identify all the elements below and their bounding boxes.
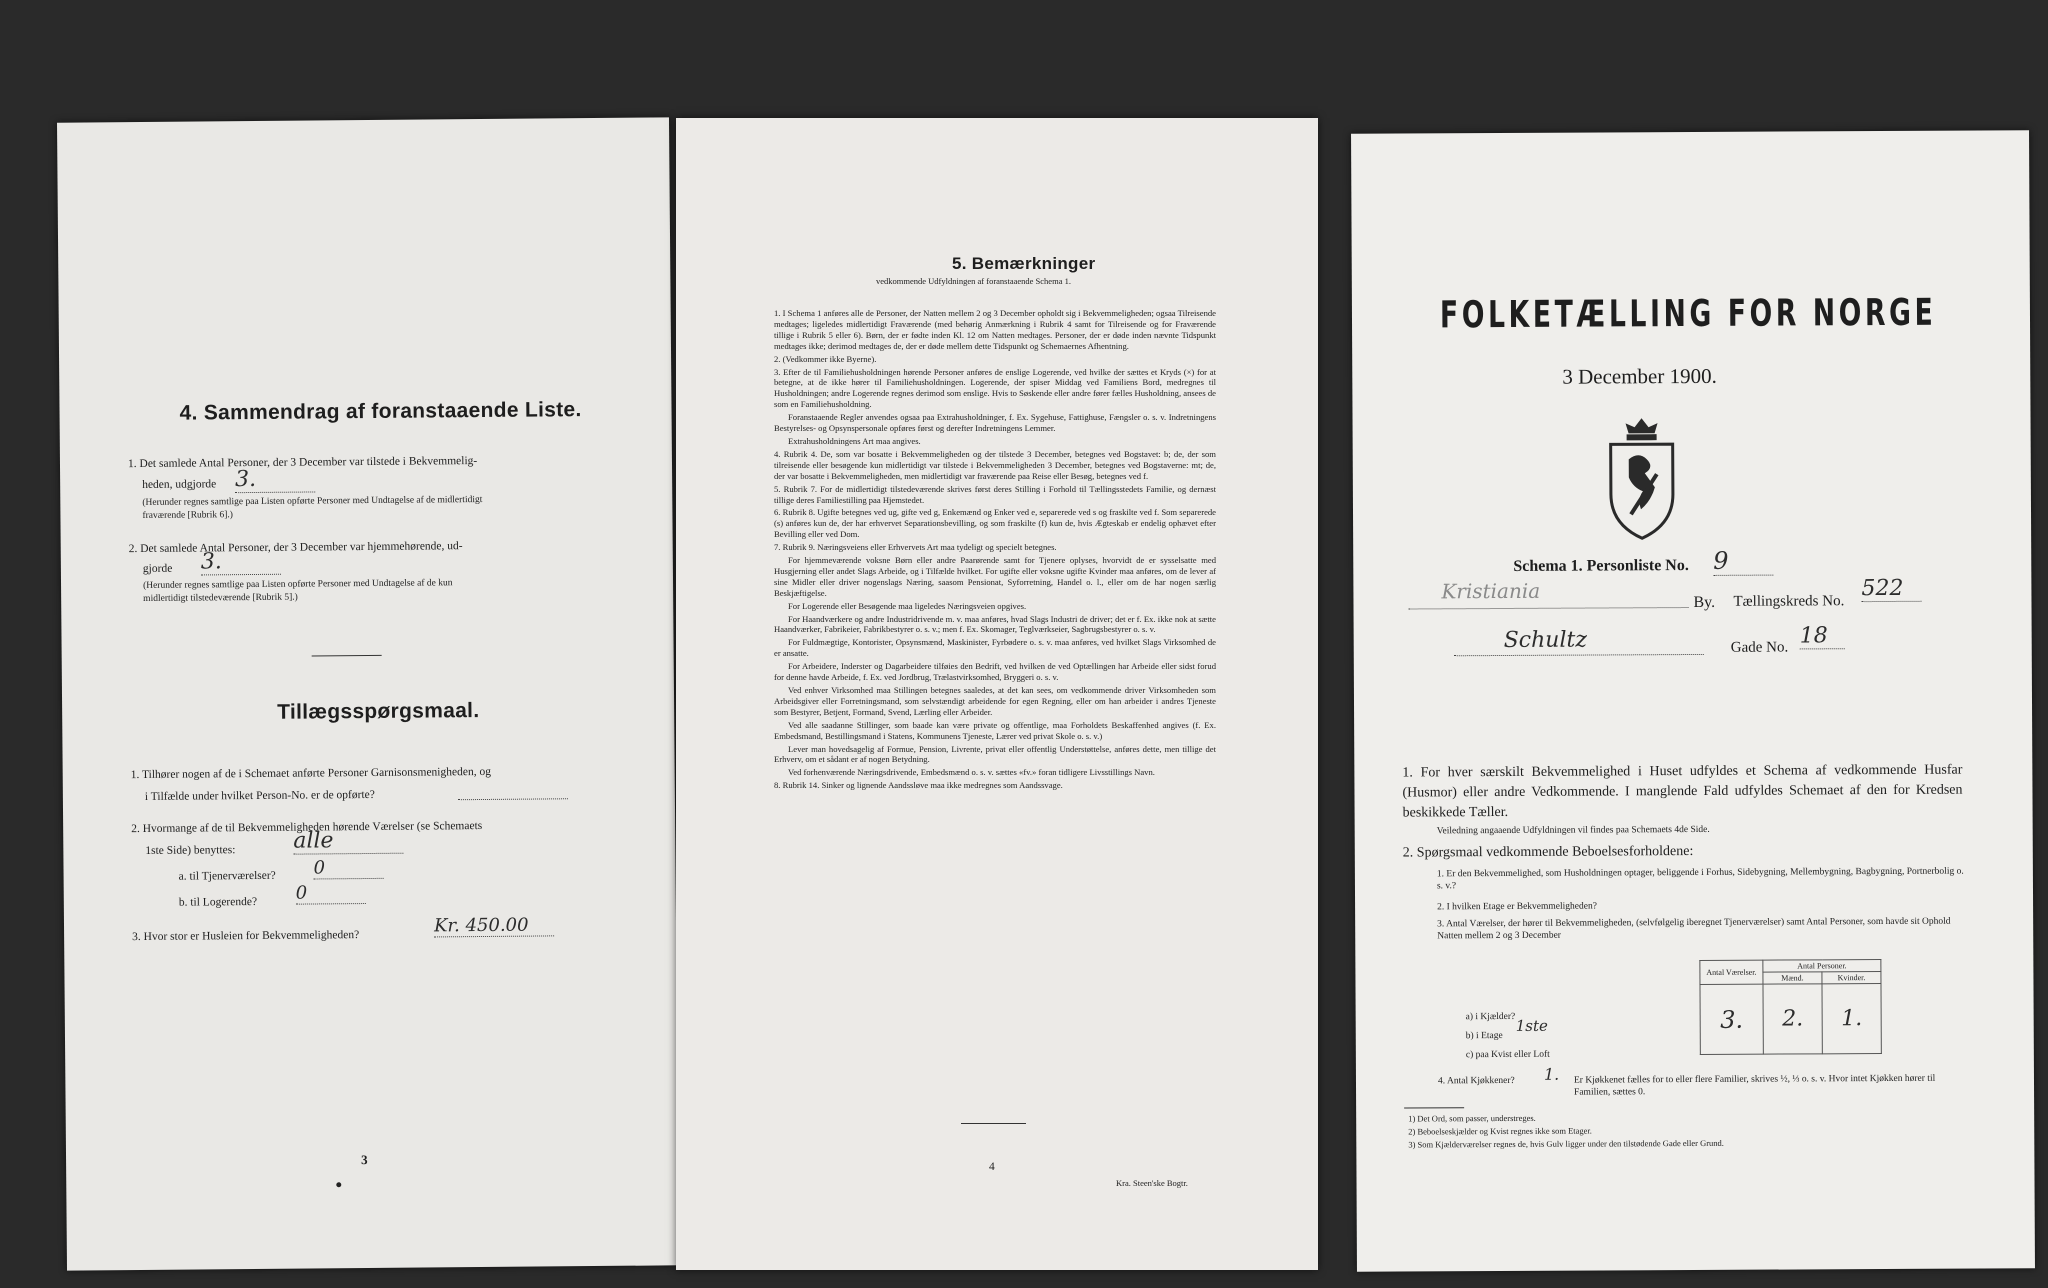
remark-paragraph: For Logerende eller Besøgende maa ligeledes Næringsveien opgives. xyxy=(788,600,1027,611)
page-number: 3 xyxy=(360,1152,368,1168)
q1-note-2: fraværende [Rubrik 6].) xyxy=(142,510,233,521)
q2-line2: gjorde xyxy=(142,562,173,575)
gate-label: Gade No. xyxy=(1730,639,1789,656)
instruction-2: 2. Spørgsmaal vedkommende Beboelsesforholdene: xyxy=(1402,844,1694,861)
district-number: 522 xyxy=(1861,576,1921,602)
s2a-label: a. til Tjenerværelser? xyxy=(178,869,276,883)
q2-line1: 2. Det samlede Antal Personer, der 3 December var hjemmehørende, ud- xyxy=(128,540,463,556)
remark-paragraph: For hjemmeværende voksne Børn eller andre Paarørende samt for Tjenere oplyses, hvorvidt de er sysselsatte med Husgjerning eller andet Slags Arbeide, og i Tilfælde hvilket. For ugifte eller voksne ugifte Kvinder maa anføres, om de lever af sine Midler eller driver nogenslags Næring, saasom Pensionat, Syforretning, Handel o. l., eller om de har nogen særlig Beskjæftigelse. xyxy=(774,555,1216,598)
footnote-divider xyxy=(1404,1107,1464,1108)
page-3 xyxy=(57,117,679,1270)
footnote-2: 2) Beboelseskjælder og Kvist regnes ikke som Etager. xyxy=(1408,1125,1592,1137)
remark-paragraph: Ved forhenværende Næringsdrivende, Embedsmænd o. s. v. sættes «fv.» foran tidligere Livsstillings Navn. xyxy=(788,767,1155,778)
remark-paragraph: 3. Efter de til Familiehusholdningen hørende Personer anføres de enslige Logerende, ved hvilke der sættes et Kryds (×) for at betegne, at de ikke hører til Familiehusholdningen. Logerende, der spiser Middag ved Familiens Bord, medregnes til Husholdningen; andre Logerende regnes derimod som enslige. Hvis to Søskende eller andre fører fælles Husholdning, ansees de som en Familiehusholdning. xyxy=(774,366,1216,410)
q1-note-1: (Herunder regnes samtlige paa Listen opførte Personer med Undtagelse af de midlertidigt xyxy=(142,494,483,508)
q2-answer: 3. xyxy=(201,549,281,576)
remarks-body xyxy=(774,308,1216,793)
kitchens-value: 1. xyxy=(1543,1064,1560,1084)
divider xyxy=(961,1123,1026,1124)
s2-answer: alle xyxy=(293,828,403,855)
footnote-1: 1) Det Ord, som passer, understreges. xyxy=(1408,1112,1536,1124)
col-persons: Antal Personer. xyxy=(1763,960,1881,973)
remark-paragraph: For Haandværkere og andre Industridrivende m. v. maa anføres, hvad Slags Industri de driver; det er f. Ex. ikke nok at sætte Haandværker, Fabrikeier, Fabrikbestyrer o. s. v.; men f. Ex. Skomager, Teglværkseier, Sagbrugsbestyrer o. s. v. xyxy=(774,613,1216,635)
remarks-heading: 5. Bemærkninger xyxy=(952,254,1096,273)
question-location: 1. Er den Bekvemmelighed, som Husholdningen optager, beliggende i Forhus, Sidebygning, Mellembygning, Bagbygning, Portnerbolig o. s. v.? xyxy=(1436,866,1964,892)
remark-paragraph: 7. Rubrik 9. Næringsveiens eller Erhvervets Art maa tydeligt og specielt betegnes. xyxy=(774,542,1057,553)
q1-line1: 1. Det samlede Antal Personer, der 3 December var tilstede i Bekvemmelig- xyxy=(127,455,478,471)
city-line xyxy=(1409,606,1689,609)
remark-paragraph: 2. (Vedkommer ikke Byerne). xyxy=(774,353,877,364)
street-name: Schultz xyxy=(1503,627,1587,653)
page-4 xyxy=(676,118,1318,1270)
remark-paragraph: 6. Rubrik 8. Ugifte betegnes ved ug, gifte ved g, Enkemænd og Enker ved e, separerede ved s og fraskilte ved f. Som separerede (s) anføres kun de, der har erhvervet Separationsbevilling, og som fraskilte (f) kun de, hvis Ægteskab er endelig ophævet efter Bevilling eller ved Dom. xyxy=(774,507,1216,540)
by-label: By. xyxy=(1693,593,1716,611)
s2b-answer: 0 xyxy=(296,882,366,905)
col-rooms: Antal Værelser. xyxy=(1700,960,1763,984)
q1-line2: heden, udgjorde xyxy=(142,478,217,491)
question-rooms: 3. Antal Værelser, der hører til Bekvemmeligheden, (selvfølgelig iberegnet Tjenerværelser) samt Antal Personer, som havde sit Ophold Natten mellem 2 og 3 December xyxy=(1437,916,1951,942)
row-floor: b) i Etage xyxy=(1465,1031,1503,1042)
coat-of-arms-icon xyxy=(1600,414,1683,544)
remark-paragraph: Ved enhver Virksomhed maa Stillingen betegnes saaledes, at det kan sees, om vedkommende driver Virksomheden som Arbeidsgiver eller Forretningsmand, som selvstændigt arbeidende for egen Regning, eller om han arbeider i andres Tjeneste som Bestyrer, Betjent, Formand, Svend, Lærling eller Arbeider. xyxy=(774,685,1216,717)
census-title: FOLKETÆLLING FOR NORGE xyxy=(1439,290,1937,337)
remark-paragraph: 8. Rubrik 14. Sinker og lignende Aandssløve maa ikke medregnes som Aandssvage. xyxy=(774,780,1063,791)
instruction-1: 1. For hver særskilt Bekvemmelighed i Huset udfyldes et Schema af vedkommende Husfar (Husmor) eller andre Vedkommende. I manglende Fald udfyldes Schemaet af den for Kredsen beskikkede Tæller. xyxy=(1402,762,1963,821)
instruction-1-note: Veiledning angaaende Udfyldningen vil findes paa Schemaets 4de Side. xyxy=(1436,824,1710,837)
remark-paragraph: 5. Rubrik 7. For de midlertidigt tilstedeværende skrives først deres Stilling i Forhold til Tællingsstedets Familie, og dernæst tillige deres Familiestilling paa Hjemstedet. xyxy=(774,483,1216,505)
women-value: 1. xyxy=(1822,984,1881,1054)
kitchens-label: 4. Antal Kjøkkener? xyxy=(1437,1075,1515,1087)
men-value: 2. xyxy=(1763,984,1822,1054)
street-line xyxy=(1454,653,1704,656)
city-stamp: Kristiania xyxy=(1441,578,1541,604)
supplement-heading: Tillægsspørgsmaal. xyxy=(277,699,480,724)
house-number: 18 xyxy=(1800,623,1845,649)
remark-paragraph: Foranstaaende Regler anvendes ogsaa paa Extrahusholdninger, f. Ex. Sygehuse, Fattighuse, Fængsler o. s. v. Indretningens Bestyrelses- og Opsynspersonale opføres først og derefter Indretningens Lemmer. xyxy=(774,412,1216,434)
question-floor: 2. I hvilken Etage er Bekvemmeligheden? xyxy=(1437,901,1597,913)
page-number: 4 xyxy=(989,1161,995,1173)
rooms-value: 3. xyxy=(1700,984,1763,1054)
floor-value: 1ste xyxy=(1515,1016,1548,1035)
remark-paragraph: 4. Rubrik 4. De, som var bosatte i Bekvemmeligheden og der tilstede 3 December, betegnes ved Bogstavet: b; de, der som tilreisende eller besøgende kun midlertidigt var tilstede i Bekvemmeligheden 3 December, betegnes ved Bogstaverne: mt; de, der var bosatte i Bekvemmeligheden, men midlertidigt var fraværende paa Reise eller Besøg, betegnes ved f. xyxy=(774,448,1216,481)
col-men: Mænd. xyxy=(1763,972,1822,984)
punch-dot xyxy=(336,1182,341,1187)
district-label: Tællingskreds No. xyxy=(1733,593,1845,610)
census-date: 3 December 1900. xyxy=(1562,363,1717,389)
remark-paragraph: Lever man hovedsagelig af Formue, Pension, Livrente, privat eller offentlig Understøttelse, anføres dette, men tillige det Erhverv, om et sådant er af nogen Betydning. xyxy=(774,743,1216,765)
row-basement: a) i Kjælder? xyxy=(1465,1011,1516,1023)
remark-paragraph: 1. I Schema 1 anføres alle de Personer, der Natten mellem 2 og 3 December opholdt sig i Bekvemmeligheden; ogsaa Tilreisende medtages; ligeledes midlertidigt Fraværende (med behørig Anmærkning i Rubrik 4 samt for Tilreisende og for Fraværende tillige i Rubrik 5 eller 6). Børn, der er fødte inden Kl. 12 om Natten medtages. Personer, der er døde inden nævnte Tidspunkt medtages ikke; derimod medtages de, der er døde mellem dette Tidspunkt og Schemaernes Afhentning. xyxy=(774,308,1216,351)
s3-label: 3. Hvor stor er Husleien for Bekvemmeligheden? xyxy=(132,929,360,944)
occupancy-table xyxy=(1699,959,1881,1055)
printer-imprint: Kra. Steen'ske Bogtr. xyxy=(1116,1178,1188,1188)
s3-answer: Kr. 450.00 xyxy=(434,914,554,937)
kitchens-note: Er Kjøkkenet fælles for to eller flere Familier, skrives ½, ⅓ o. s. v. Hvor intet Kjøkken hører til Familien, sættes 0. xyxy=(1573,1073,1936,1098)
footnote-3: 3) Som Kjælderværelser regnes de, hvis Gulv ligger under den tilstødende Gade eller Grund. xyxy=(1408,1137,1724,1150)
schema-label: Schema 1. Personliste No. xyxy=(1513,557,1689,575)
s1-line2: i Tilfælde under hvilket Person-No. er de opførte? xyxy=(144,788,375,803)
q2-note-2: midlertidigt tilstedeværende [Rubrik 5].) xyxy=(143,592,298,604)
q2-note-1: (Herunder regnes samtlige paa Listen opførte Personer med Undtagelse af de kun xyxy=(143,578,453,591)
remark-paragraph: For Fuldmægtige, Kontorister, Opsynsmænd, Maskinister, Fyrbødere o. s. v. maa anføres, ved hvilket Slags Virksomhed de er ansatte. xyxy=(774,637,1216,659)
summary-heading: 4. Sammendrag af foranstaaende Liste. xyxy=(179,398,582,425)
s2b-label: b. til Logerende? xyxy=(178,895,258,909)
s2-line1: 2. Hvormange af de til Bekvemmeligheden hørende Værelser (se Schemaets xyxy=(131,820,483,836)
divider xyxy=(312,655,382,657)
s1-line1: 1. Tilhører nogen af de i Schemaet anførte Personer Garnisonsmenigheden, og xyxy=(130,765,491,782)
page-1 xyxy=(1351,130,2035,1272)
remark-paragraph: For Arbeidere, Inderster og Dagarbeidere tilføies den Bedrift, ved hvilken de ved Optællingen har Arbeide eller sidst forud for denne havde Arbeide, f. Ex. ved Jordbrug, Trælastvirksomhed, Bryggeri o. s. v. xyxy=(774,661,1216,683)
row-attic: c) paa Kvist eller Loft xyxy=(1465,1049,1550,1061)
col-women: Kvinder. xyxy=(1822,972,1881,984)
s2a-answer: 0 xyxy=(313,857,383,880)
remark-paragraph: Ved alle saadanne Stillinger, som baade kan være private og offentlige, maa Forholdets Beskaffenhed angives (f. Ex. Embedsmand, Bestillingsmand i Statens, Kommunens Tjeneste, Lærer ved privat Skole o. s. v.) xyxy=(774,719,1216,741)
s1-blank xyxy=(458,798,568,800)
s2-line2: 1ste Side) benyttes: xyxy=(145,844,236,857)
personliste-number: 9 xyxy=(1713,547,1773,576)
remarks-subtitle: vedkommende Udfyldningen af foranstaaende Schema 1. xyxy=(876,276,1071,286)
remark-paragraph: Extrahusholdningens Art maa angives. xyxy=(788,435,921,446)
q1-answer: 3. xyxy=(235,466,315,493)
